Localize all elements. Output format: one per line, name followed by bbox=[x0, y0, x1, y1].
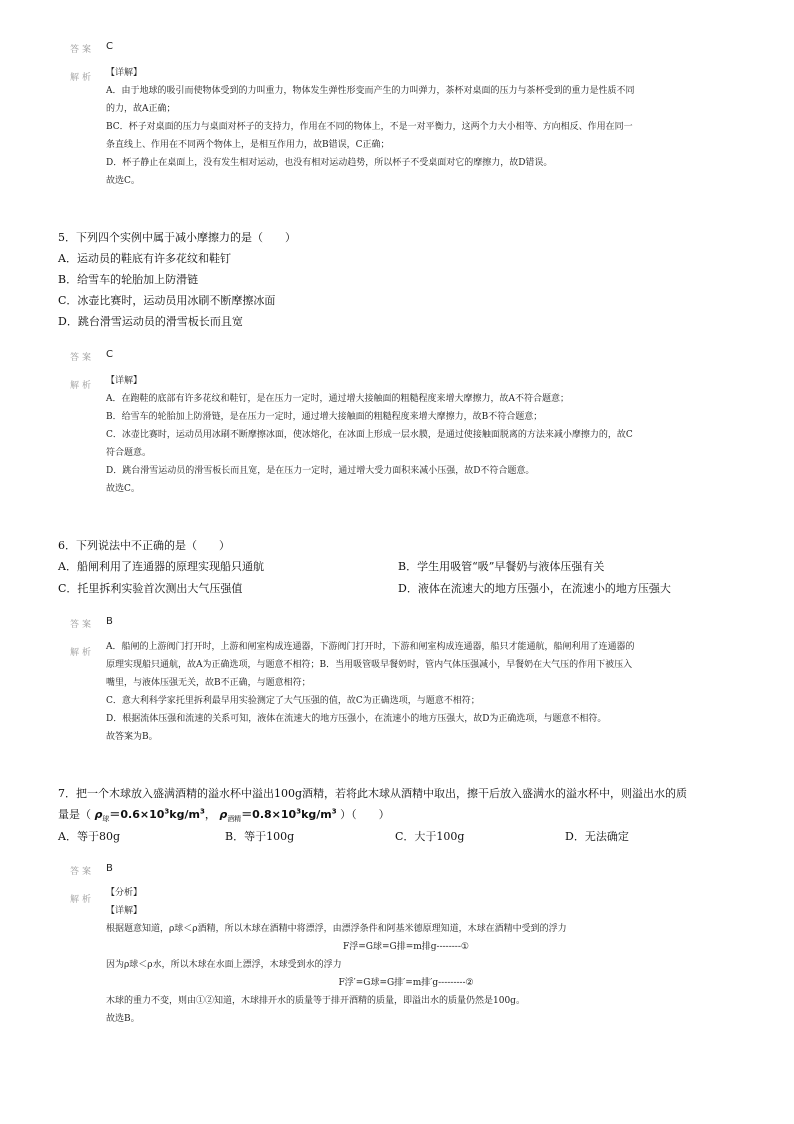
explain-line: 故选C。 bbox=[106, 176, 140, 186]
explain-line: 的力，故A正确； bbox=[106, 104, 176, 114]
explain-line: 嘴里，与液体压强无关，故B不正确，与题意相符； bbox=[106, 678, 311, 688]
explain-line: 原理实现船只通航，故A为正确选项，与题意不相符；B．当用吸管吸早餐奶时，管内气体压强减小，早餐奶在大气压的作用下被压入 bbox=[106, 660, 633, 670]
explain-line: 故答案为B。 bbox=[106, 732, 158, 742]
explain-line: BC．杯子对桌面的压力与桌面对杯子的支持力，作用在不同的物体上，不是一对平衡力，这两个力大小相等、方向相反、作用在同一 bbox=[106, 122, 633, 132]
explain-line: 故选C。 bbox=[106, 484, 140, 494]
explain-line: 符合题意。 bbox=[106, 448, 152, 458]
explain-label: 解析 bbox=[70, 73, 95, 83]
stem-text: ）（ ） bbox=[340, 808, 390, 821]
explain-line: 【详解】 bbox=[106, 906, 143, 916]
option-d: D．跳台滑雪运动员的滑雪板长而且宽 bbox=[58, 315, 243, 328]
explain-label: 解析 bbox=[70, 381, 95, 391]
option-c: C．大于100g bbox=[395, 830, 465, 843]
explain-line: 【详解】 bbox=[106, 68, 143, 78]
option-b: B．学生用吸管“吸”早餐奶与液体压强有关 bbox=[398, 560, 605, 573]
answer-value: C bbox=[106, 349, 113, 360]
answer-label: 答案 bbox=[70, 353, 95, 363]
explain-line: C．意大利科学家托里拆利最早用实验测定了大气压强的值，故C为正确选项，与题意不相符； bbox=[106, 696, 480, 706]
explain-label: 解析 bbox=[70, 648, 95, 658]
explain-line: A．由于地球的吸引而使物体受到的力叫重力，物体发生弹性形变而产生的力叫弹力，茶杯对桌面的压力与茶杯受到的重力是性质不同 bbox=[106, 86, 635, 96]
option-a: A．等于80g bbox=[58, 830, 120, 843]
option-a: A．船闸利用了连通器的原理实现船只通航 bbox=[58, 560, 264, 573]
question-stem: 5．下列四个实例中属于减小摩擦力的是（ ） bbox=[58, 231, 296, 244]
option-d: D．无法确定 bbox=[565, 830, 629, 843]
answer-label: 答案 bbox=[70, 620, 95, 630]
option-b: B．给雪车的轮胎加上防滑链 bbox=[58, 273, 199, 286]
explanation-block bbox=[106, 64, 635, 190]
explain-line: 故选B。 bbox=[106, 1014, 140, 1024]
answer-label: 答案 bbox=[70, 45, 95, 55]
explain-line: B．给雪车的轮胎加上防滑链，是在压力一定时，通过增大接触面的粗糙程度来增大摩擦力，故B不符合题意； bbox=[106, 412, 543, 422]
explain-line: D．跳台滑雪运动员的滑雪板长而且宽，是在压力一定时，通过增大受力面积来减小压强，故D不符合题意。 bbox=[106, 466, 535, 476]
option-c: C．托里拆利实验首次测出大气压强值 bbox=[58, 582, 243, 595]
answer-value: B bbox=[106, 863, 113, 874]
question-stem: 7．把一个木球放入盛满酒精的溢水杯中溢出100g酒精，若将此木球从酒精中取出，擦干后放入盛满水的溢水杯中，则溢出水的质 bbox=[58, 787, 688, 800]
option-c: C．冰壶比赛时，运动员用冰刷不断摩擦冰面 bbox=[58, 294, 276, 307]
explanation-block bbox=[106, 884, 706, 1028]
question-stem-line-2: 量是（ $\rho_球=0.6\times 10^3kg/m^3$， $\rho_{酒精}=0.8\times 10^3kg/m^3$ ）（ ） bbox=[58, 807, 390, 824]
explanation-block bbox=[106, 372, 633, 498]
density-ball: $\rho_球=0.6\times 10^3kg/m^3$ bbox=[94, 807, 205, 824]
explain-line: 【分析】 bbox=[106, 888, 143, 898]
density-alcohol: $\rho_{酒精}=0.8\times 10^3kg/m^3$ bbox=[219, 807, 337, 824]
explain-line: C．冰壶比赛时，运动员用冰刷不断摩擦冰面，使冰熔化，在冰面上形成一层水膜，是通过使接触面脱离的方法来减小摩擦力的，故C bbox=[106, 430, 633, 440]
explain-line: D．杯子静止在桌面上，没有发生相对运动，也没有相对运动趋势，所以杯子不受桌面对它的摩擦力，故D错误。 bbox=[106, 158, 553, 168]
option-b: B．等于100g bbox=[225, 830, 295, 843]
explain-line: 木球的重力不变，则由①②知道，木球排开水的质量等于排开酒精的质量，即溢出水的质量仍然是100g。 bbox=[106, 996, 525, 1006]
explain-line: A．在跑鞋的底部有许多花纹和鞋钉，是在压力一定时，通过增大接触面的粗糙程度来增大摩擦力，故A不符合题意； bbox=[106, 394, 570, 404]
option-a: A．运动员的鞋底有许多花纹和鞋钉 bbox=[58, 252, 231, 265]
stem-text: 量是（ bbox=[58, 808, 91, 821]
explain-line: D．根据流体压强和流速的关系可知，液体在流速大的地方压强小，在流速小的地方压强大，故D为正确选项，与题意不相符。 bbox=[106, 714, 607, 724]
answer-value: B bbox=[106, 616, 113, 627]
explain-line: 【详解】 bbox=[106, 376, 143, 386]
explain-line: A．船闸的上游阀门打开时，上游和闸室构成连通器，下游阀门打开时，下游和闸室构成连通器，船只才能通航，船闸利用了连通器的 bbox=[106, 642, 635, 652]
formula-line: F浮=G球=G排=m排g--------① bbox=[343, 942, 469, 952]
explain-line: 根据题意知道，ρ球＜ρ酒精，所以木球在酒精中将漂浮，由漂浮条件和阿基米德原理知道，木球在酒精中受到的浮力 bbox=[106, 924, 567, 934]
answer-value: C bbox=[106, 41, 113, 52]
answer-label: 答案 bbox=[70, 867, 95, 877]
explain-line: 条直线上、作用在不同两个物体上，是相互作用力，故B错误，C正确； bbox=[106, 140, 390, 150]
explain-line: 因为ρ球＜ρ水，所以木球在水面上漂浮，木球受到水的浮力 bbox=[106, 960, 342, 970]
explain-label: 解析 bbox=[70, 895, 95, 905]
question-stem: 6．下列说法中不正确的是（ ） bbox=[58, 539, 230, 552]
explanation-block bbox=[106, 638, 635, 746]
option-d: D．液体在流速大的地方压强小，在流速小的地方压强大 bbox=[398, 582, 671, 595]
formula-line: F浮′=G球=G排′=m排′g---------② bbox=[338, 978, 474, 988]
